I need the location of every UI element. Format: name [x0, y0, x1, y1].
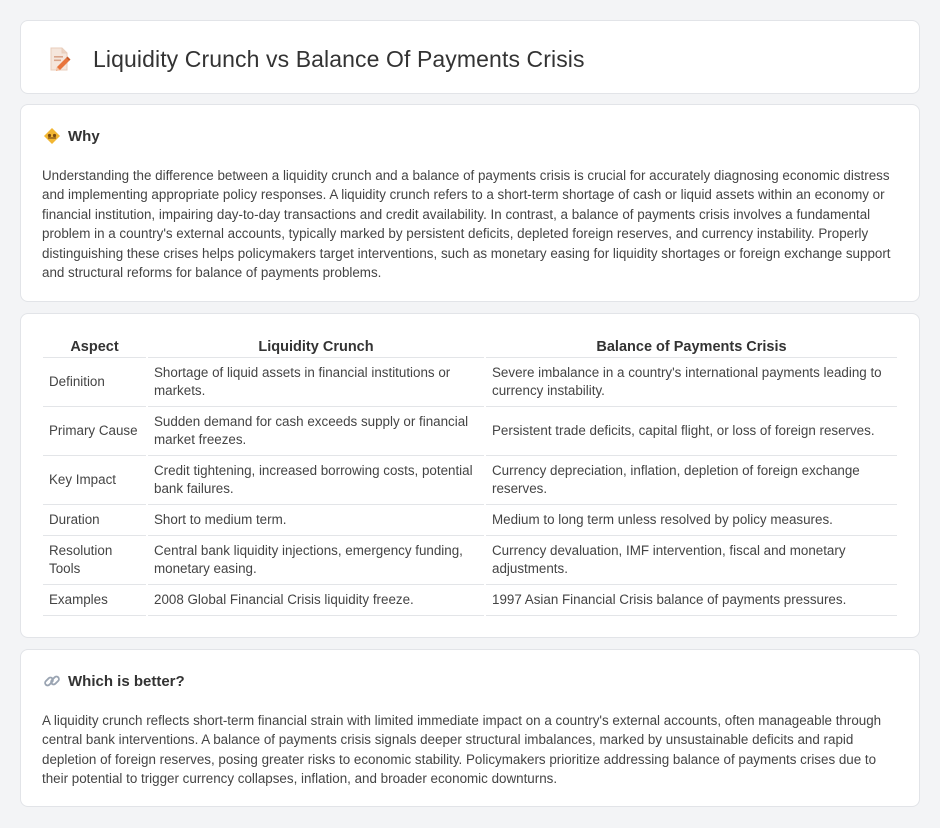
aspect-cell: Duration: [43, 505, 146, 536]
which-is-better-section: [20, 649, 920, 807]
handshake-icon: [43, 127, 61, 145]
better-title: Which is better?: [68, 672, 185, 690]
comparison-table: [41, 334, 899, 616]
bop-cell: 1997 Asian Financial Crisis balance of payments pressures.: [486, 585, 897, 616]
header-liquidity-crunch: Liquidity Crunch: [148, 334, 484, 358]
bop-cell: Medium to long term unless resolved by policy measures.: [486, 505, 897, 536]
header-balance-of-payments: Balance of Payments Crisis: [486, 334, 897, 358]
link-icon: [43, 672, 61, 690]
header-card: [20, 20, 920, 94]
bop-cell: Currency devaluation, IMF intervention, fiscal and monetary adjustments.: [486, 536, 897, 585]
aspect-cell: Definition: [43, 358, 146, 407]
liquidity-cell: Central bank liquidity injections, emergency funding, monetary easing.: [148, 536, 484, 585]
aspect-cell: Examples: [43, 585, 146, 616]
liquidity-cell: 2008 Global Financial Crisis liquidity freeze.: [148, 585, 484, 616]
document-edit-icon: [47, 45, 73, 73]
bop-cell: Currency depreciation, inflation, depletion of foreign exchange reserves.: [486, 456, 897, 505]
table-row: [43, 358, 897, 407]
bop-cell: Persistent trade deficits, capital flight, or loss of foreign reserves.: [486, 407, 897, 456]
liquidity-cell: Shortage of liquid assets in financial institutions or markets.: [148, 358, 484, 407]
better-text: A liquidity crunch reflects short-term financial strain with limited immediate impact on a country's external accounts, often manageable through central bank interventions. A balance of payments crisis signals deeper structural imbalances, marked by unsustainable deficits and rapid depletion of foreign reserves, posing greater risks to economic stability. Policymakers prioritize addressing balance of payments crises due to their potential to trigger currency collapses, inflation, and broader economic downturns.: [42, 713, 882, 787]
header-aspect: Aspect: [43, 334, 146, 358]
liquidity-cell: Sudden demand for cash exceeds supply or financial market freezes.: [148, 407, 484, 456]
why-title: Why: [68, 127, 100, 145]
table-row: [43, 505, 897, 536]
aspect-cell: Key Impact: [43, 456, 146, 505]
table-row: [43, 536, 897, 585]
table-header-row: [43, 334, 897, 358]
bop-cell: Severe imbalance in a country's international payments leading to currency instability.: [486, 358, 897, 407]
table-row: [43, 585, 897, 616]
aspect-cell: Resolution Tools: [43, 536, 146, 585]
why-text: Understanding the difference between a liquidity crunch and a balance of payments crisis is crucial for accurately diagnosing economic distress and implementing appropriate policy responses. A liquidity crunch refers to a short-term shortage of cash or liquid assets within an economy or financial institution, impairing day-to-day transactions and credit availability. In contrast, a balance of payments crisis involves a fundamental problem in a country's external accounts, typically marked by persistent deficits, depleted foreign reserves, and currency instability. Properly distinguishing these crises helps policymakers target interventions, such as monetary easing for liquidity shortages or foreign exchange support and structural reforms for balance of payments problems.: [42, 168, 891, 281]
comparison-section: [20, 313, 920, 638]
title-row: [47, 45, 585, 73]
liquidity-cell: Short to medium term.: [148, 505, 484, 536]
table-row: [43, 456, 897, 505]
why-heading: [43, 127, 100, 145]
page-title: Liquidity Crunch vs Balance Of Payments Crisis: [93, 45, 585, 72]
table-row: [43, 407, 897, 456]
liquidity-cell: Credit tightening, increased borrowing costs, potential bank failures.: [148, 456, 484, 505]
better-heading: [43, 672, 185, 690]
aspect-cell: Primary Cause: [43, 407, 146, 456]
why-section: [20, 104, 920, 302]
